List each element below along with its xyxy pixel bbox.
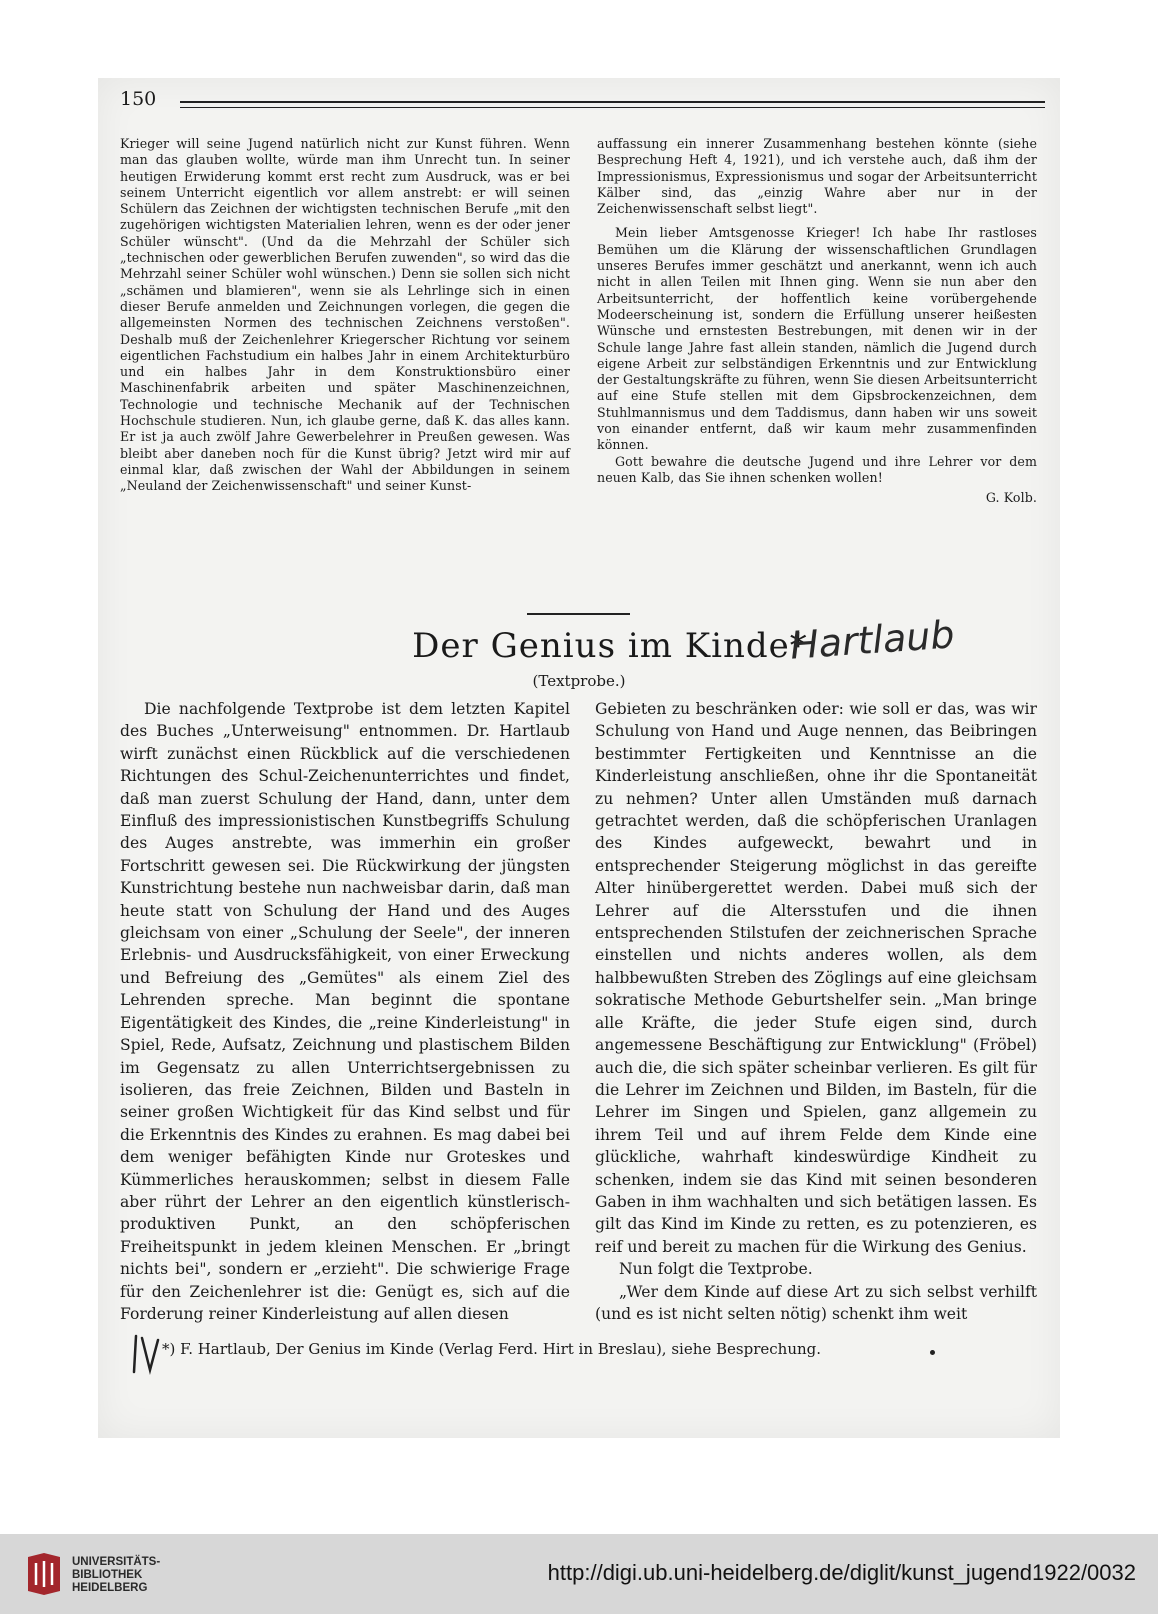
page-number: 150 [120, 88, 157, 110]
author-signature: G. Kolb. [985, 490, 1037, 506]
header-rule [180, 101, 1045, 108]
top-right-closing: Gott bewahre die deutsche Jugend und ihre Lehrer vor dem neuen Kalb, das Sie ihnen schenken wollen! [597, 453, 1037, 485]
article-subtitle: (Textprobe.) [532, 672, 626, 690]
library-name [72, 1556, 160, 1595]
article-right-line: „Wer dem Kinde auf diese Art zu sich selbst verhilft (und es ist nicht selten nötig) schenkt ihm weit [595, 1282, 1037, 1323]
article-left-column [120, 698, 570, 1325]
article-right-column [595, 698, 1037, 1325]
top-left-paragraph: Krieger will seine Jugend natürlich nicht zur Kunst führen. Wenn man das glauben wollte, würde man ihm Unrecht tun. In seiner heutigen Erwiderung kommt erst recht zum Ausdruck, was er bei seinem Unterricht eigentlich vor allem anstrebt: er will seinen Schülern das Zeichnen der wichtigsten technischen Berufe „mit den zugehörigen wichtigsten Materialien lehren, wenn es der oder jener Schüler wünscht". (Und da die Mehrzahl der Schüler sich „technischen oder gewerblichen Berufen zuwenden", so wird das die Mehrzahl seiner Schüler wohl wünschen.) Denn sie sollen sich nicht „schämen und blamieren", wenn sie als Lehrlinge sich in einen dieser Berufe anmelden und Zeichnungen vorlegen, die gegen die allgemeinsten Normen des technischen Zeichnens verstoßen". Deshalb muß der Zeichenlehrer Kriegerscher Richtung vor seinem eigentlichen Fachstudium ein halbes Jahr in einem Architekturbüro und ein halbes Jahr in dem Konstruktionsbüro einer Maschinenfabrik arbeiten und später Maschinenzeichnen, Technologie und technische Mechanik auf der Technischen Hochschule studieren. Nun, ich glaube gerne, daß K. das alles kann. Er ist ja auch zwölf Jahre Gewerbelehrer in Preußen gewesen. Was bleibt aber daneben noch für die Kunst übrig? Jetzt wird mir auf einmal klar, daß zwischen der Wahl der Abbildungen in seinem „Neuland der Zeichenwissenschaft" und seiner Kunst- [120, 136, 570, 494]
article-title: Der Genius im Kinde* [412, 626, 808, 666]
top-right-paragraph: Mein lieber Amtsgenosse Krieger! Ich habe Ihr rastloses Bemühen um die Klärung der wissenschaftlichen Grundlagen unseres Berufes immer geschätzt und anerkannt, wenn ich auch nicht in allen Teilen mit Ihnen ging. Wenn sie nun aber den Arbeitsunterricht, der hoffentlich keine vorübergehende Modeerscheinung ist, sondern die Erfüllung unserer heißesten Wünsche und ernstesten Bestrebungen, mit denen wir in der Schule lange Jahre fast allein standen, nämlich die Jugend durch eigene Arbeit zur selbständigen Erkenntnis und zur Entwicklung der Gestaltungskräfte zu führen, wenn Sie diesen Arbeitsunterricht auf eine Stufe stellen mit dem Gipsbrockenzeichnen, dem Stuhlmannismus und dem Taddismus, dann haben wir uns soweit von einander entfernt, daß wir kaum mehr zusammenfinden können. [597, 225, 1037, 453]
university-library-logo-icon [24, 1551, 64, 1597]
section-divider [527, 613, 630, 615]
article-right-line: Nun folgt die Textprobe. [619, 1260, 813, 1279]
source-url-link[interactable]: http://digi.ub.uni-heidelberg.de/diglit/kunst_jugend1922/0032 [547, 1560, 1136, 1585]
top-left-column [120, 136, 570, 495]
article-intro-paragraph: Die nachfolgende Textprobe ist dem letzten Kapitel des Buches „Unterweisung" entnommen. Dr. Hartlaub wirft zunächst einen Rückblick auf die verschiedenen Richtungen des Schul-Zeichenunterrichtes und findet, daß man zuerst Schulung der Hand, dann, unter dem Einfluß des impressionistischen Kunstbegriffs Schulung des Auges anstrebte, was immerhin ein großer Fortschritt gewesen sei. Die Rückwirkung der jüngsten Kunstrichtung bestehe nun nachweisbar darin, daß man heute statt von Schulung der Hand und des Auges gleichsam von einer „Schulung der Seele", der inneren Erlebnis- und Ausdrucksfähigkeit, von einer Erweckung und Befreiung des „Gemütes" als einem Ziel des Lehrenden spreche. Man beginnt die spontane Eigentätigkeit des Kindes, die „reine Kinderleistung" in Spiel, Rede, Aufsatz, Zeichnung und plastischem Bilden im Gegensatz zu allen Unterrichtsergebnissen zu isolieren, das freie Zeichnen, Bilden und Basteln in seiner großen Wichtigkeit für das Kind selbst und für die Erkenntnis des Kindes zu erahnen. Es mag dabei bei dem weniger befähigten Kinde nur Groteskes und Kümmerliches herauskommen; selbst in diesem Falle aber rührt der Lehrer an den eigentlich künstlerisch-produktiven Punkt, an den schöpferischen Freiheitspunkt in jedem kleinen Menschen. Er „bringt nichts bei", sondern er „erzieht". Die schwierige Frage für den Zeichenlehrer ist die: Genügt es, sich auf die Forderung reiner Kinderleistung auf allen diesen [120, 700, 570, 1323]
handwritten-annotation: Hartlaub [788, 612, 956, 668]
library-name-line: UNIVERSITÄTS- [72, 1556, 161, 1568]
library-name-line: HEIDELBERG [72, 1582, 148, 1594]
top-right-column [597, 136, 1037, 507]
library-name-line: BIBLIOTHEK [72, 1569, 143, 1581]
article-right-paragraph: Gebieten zu beschränken oder: wie soll er das, was wir Schulung von Hand und Auge nennen, das Beibringen bestimmter Fertigkeiten und Kenntnisse an die Kinderleistung anschließen, ohne ihr die Spontaneität zu nehmen? Unter allen Umständen muß darnach getrachtet werden, daß die schöpferischen Uranlagen des Kindes aufgeweckt, bewahrt und in entsprechender Steigerung möglichst in das gereifte Alter hinübergerettet werden. Dabei muß sich der Lehrer auf die Altersstufen und die ihnen entsprechenden Stilstufen der zeichnerischen Sprache einstellen und nichts anderes wollen, als dem halbbewußten Streben des Zöglings auf eine gleichsam sokratische Methode Geburtshelfer sein. „Man bringe alle Kräfte, die jeder Stufe eigen sind, durch angemessene Beschäftigung zur Entwicklung" (Fröbel) auch die, die sich später scheinbar verlieren. Es gilt für die Lehrer im Zeichnen und Bilden, im Basteln, für die Lehrer im Singen und Spielen, ganz allgemein zu ihrem Teil und auf ihrem Felde dem Kinde eine glückliche, wahrhaft kindeswürdige Kindheit zu schenken, indem sie das Kind mit seinen besonderen Gaben in ihm wachhalten und sich betätigen lassen. Es gilt das Kind im Kinde zu retten, es zu potenzieren, es reif und bereit zu machen für die Wirkung des Genius. [595, 700, 1037, 1256]
ink-dot [930, 1350, 935, 1355]
top-right-continuation: auffassung ein innerer Zusammenhang bestehen könnte (siehe Besprechung Heft 4, 1921), und ich verstehe auch, daß ihm der Impressionismus, Expressionismus und sogar der Arbeitsunterricht Kälber sind, das „einzig Wahre aber nur in der Zeichenwissenschaft selbst liegt". [597, 136, 1037, 217]
footnote: *) F. Hartlaub, Der Genius im Kinde (Verlag Ferd. Hirt in Breslau), siehe Besprechung. [162, 1340, 822, 1358]
